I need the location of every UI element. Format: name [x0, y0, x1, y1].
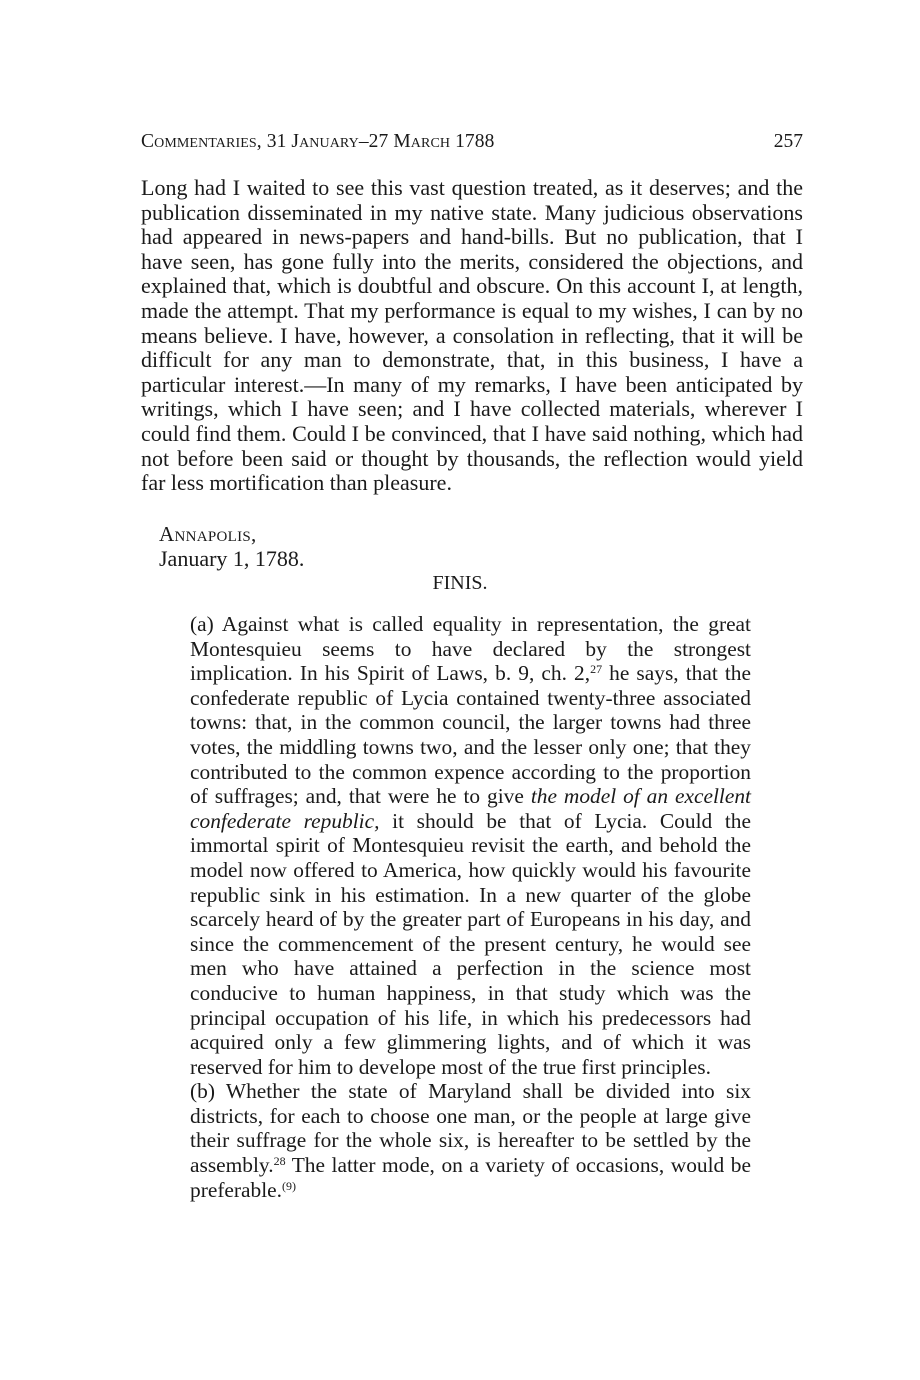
note-b: (b) Whether the state of Maryland shall be divided into six districts, for each to choose one man, or the people at large give their suffrage for the whole six, is hereafter to be settled by the assembly.$^{28}$ The latter mode, on a variety of occasions, would be preferable.$^{(9)}$ — [190, 1079, 751, 1202]
page-number: 257 — [773, 131, 803, 152]
signature-date: January 1, 1788. — [159, 546, 305, 571]
body-paragraph: Long had I waited to see this vast question treated, as it deserves; and the publication disseminated in my native state. Many judicious observations had appeared in news-papers and hand-bills. But no publication, that I have seen, has gone fully into the merits, considered the objections, and explained that, which is doubtful and obscure. On this account I, at length, made the attempt. That my performance is equal to my wishes, I can by no means believe. I have, however, a consolation in reflecting, that it will be difficult for any man to demonstrate, that, in this business, I have a particular interest.—In many of my remarks, I have been anticipated by writings, which I have seen; and I have collected materials, wherever I could find them. Could I be convinced, that I have said nothing, which had not before been said or thought by thousands, the reflection would yield far less mortification than pleasure. — [141, 175, 803, 496]
note-ref: (9) — [282, 1178, 297, 1193]
footnote-ref: 28 — [273, 1154, 286, 1169]
running-head-title: Commentaries, 31 January–27 March 1788 — [141, 131, 495, 152]
notes-section — [190, 612, 751, 1202]
note-a: (a) Against what is called equality in representation, the great Montesquieu seems to have declared by the strongest implication. In his Spirit of Laws, b. 9, ch. 2,27 he says, that the confederate republic of Lycia contained twenty-three associated towns: that, in the common council, the larger towns had three votes, the middling towns two, and the lesser only one; that they contributed to the common expence according to the proportion of suffrages; and, that were he to give the model of an excellent confederate republic, it should be that of Lycia. Could the immortal spirit of Montesquieu revisit the earth, and behold the model now offered to America, how quickly would his favourite republic sink in his estimation. In a new quarter of the globe scarcely heard of by the greater part of Europeans in his day, and since the commencement of the present century, he would see men who have attained a perfection in the science most conducive to human happiness, in that study which was the principal occupation of his life, in which his predecessors had acquired only a few glimmering lights, and of which it was reserved for him to develope most of the true first principles. — [190, 612, 752, 1079]
finis-heading: FINIS. — [432, 572, 488, 594]
footnote-ref: 27 — [590, 662, 603, 677]
signature-place: Annapolis, — [159, 522, 257, 546]
italic-phrase: the model of an excellent confederate republic, — [190, 784, 751, 833]
